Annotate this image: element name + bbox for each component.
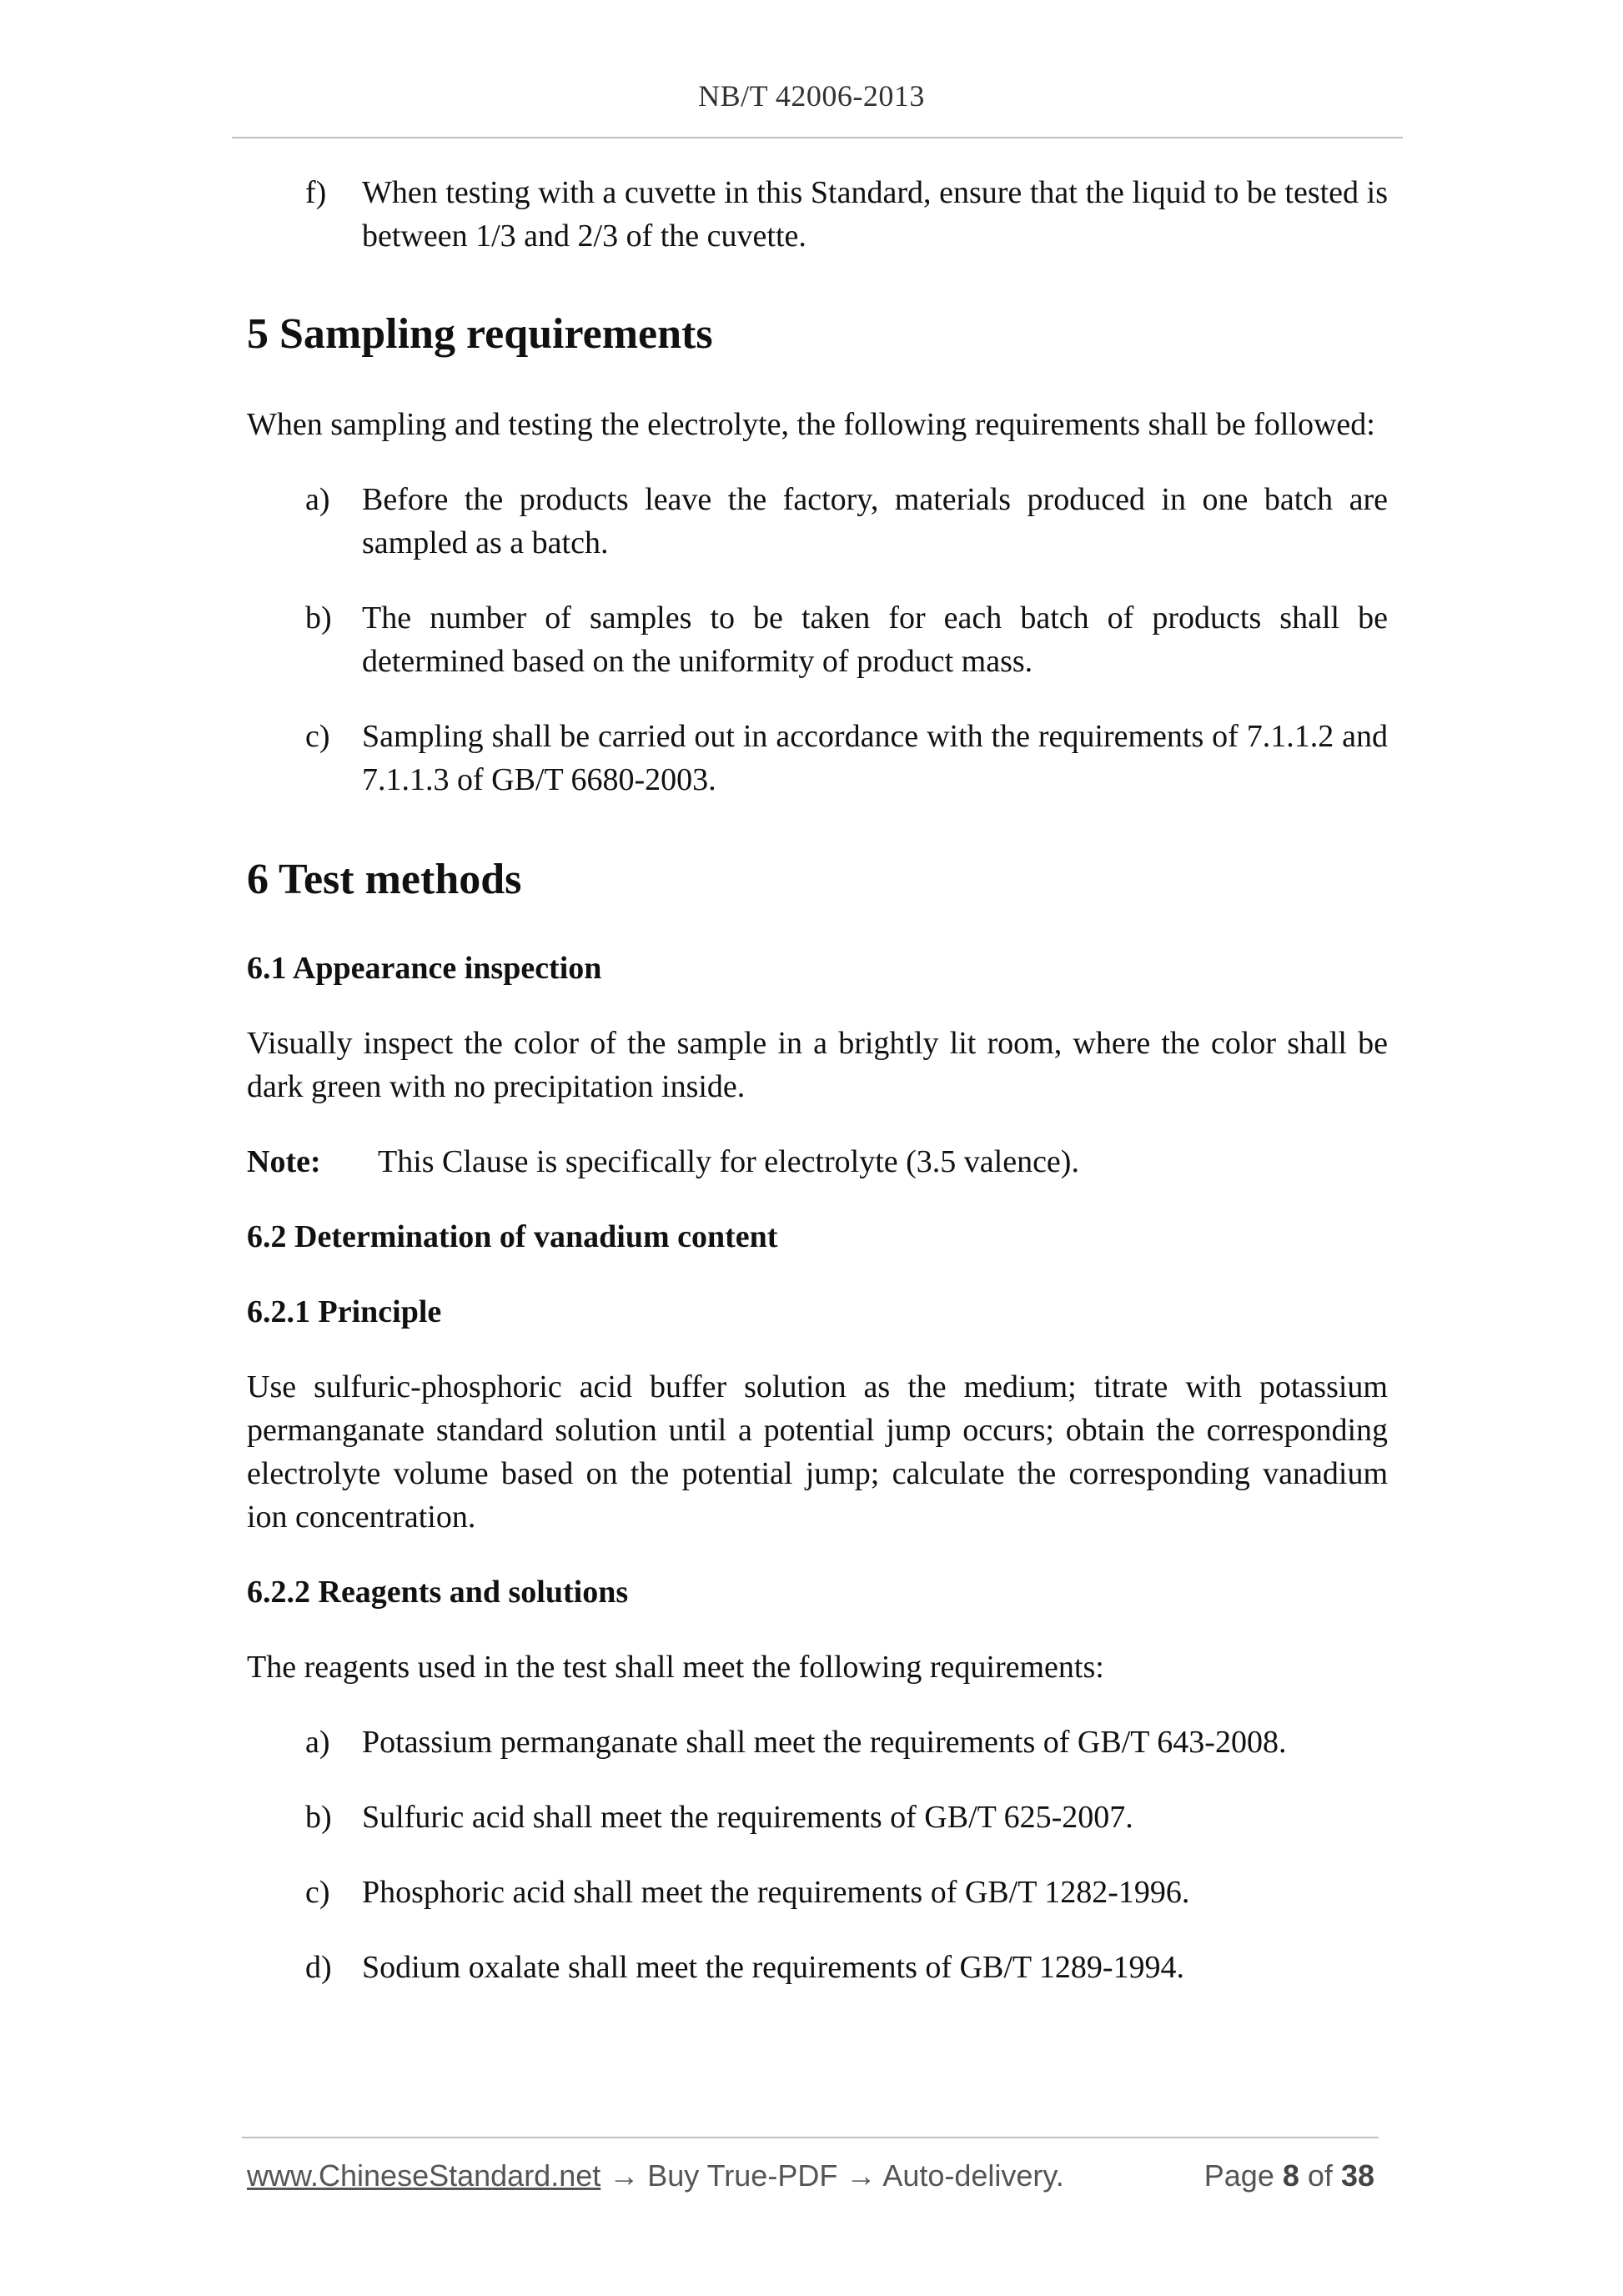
- list-item-5b: [305, 596, 1388, 683]
- list-marker: c): [305, 719, 330, 754]
- list-marker: c): [305, 1875, 330, 1910]
- list-marker: b): [305, 600, 332, 636]
- site-link[interactable]: www.ChineseStandard.net: [247, 2158, 601, 2193]
- note: [247, 1140, 1388, 1183]
- list-text: Sampling shall be carried out in accordance with the requirements of 7.1.1.2 and 7.1.1.3 of GB/T 6680-2003.: [362, 719, 1388, 797]
- page-counter: [1204, 2158, 1374, 2193]
- list-item-622a: [305, 1721, 1388, 1764]
- list-item-622d: [305, 1946, 1388, 1989]
- list-item-622b: [305, 1796, 1388, 1839]
- total-pages: 38: [1340, 2158, 1374, 2193]
- section-6-1-heading: 6.1 Appearance inspection: [247, 951, 602, 986]
- list-marker: a): [305, 482, 330, 517]
- section-6-2-1-text: Use sulfuric-phosphoric acid buffer solution as the medium; titrate with potassium permanganate standard solution until a potential jump occurs; obtain the corresponding electrolyte volume based on the potential jump; calculate the corresponding vanadium ion concentration.: [247, 1369, 1388, 1535]
- list-marker: d): [305, 1950, 332, 1985]
- list-item-5a: [305, 478, 1388, 565]
- section-6-2-2-heading: 6.2.2 Reagents and solutions: [247, 1575, 629, 1610]
- list-text: Before the products leave the factory, materials produced in one batch are sampled as a batch.: [362, 482, 1388, 560]
- of-label: of: [1307, 2158, 1333, 2193]
- section-5-heading: 5 Sampling requirements: [247, 310, 713, 358]
- section-6-heading: 6 Test methods: [247, 856, 522, 903]
- list-marker: b): [305, 1800, 332, 1835]
- list-item-622c: [305, 1871, 1388, 1914]
- document-id: NB/T 42006-2013: [698, 79, 925, 113]
- section-6-2-heading: 6.2 Determination of vanadium content: [247, 1219, 778, 1254]
- footer-divider: [242, 2137, 1379, 2138]
- footer-promo: [247, 2158, 1064, 2193]
- list-text: Sodium oxalate shall meet the requirements of GB/T 1289-1994.: [362, 1950, 1185, 1985]
- page-footer: [247, 2158, 1374, 2193]
- page-content: [247, 171, 1388, 1989]
- page-number: 8: [1282, 2158, 1299, 2193]
- section-6-1-text: Visually inspect the color of the sample in a brightly lit room, where the color shall be dark green with no precipitation inside.: [247, 1026, 1388, 1104]
- page-header: [0, 78, 1623, 113]
- page-label: Page: [1203, 2158, 1274, 2193]
- list-marker: a): [305, 1725, 330, 1760]
- section-5-intro: When sampling and testing the electrolyte, the following requirements shall be followed:: [247, 407, 1375, 442]
- list-text: Potassium permanganate shall meet the requirements of GB/T 643-2008.: [362, 1725, 1287, 1760]
- note-label: Note:: [247, 1144, 321, 1179]
- section-6-2-1-heading: 6.2.1 Principle: [247, 1294, 442, 1329]
- list-item-5c: [305, 715, 1388, 801]
- note-text: This Clause is specifically for electrolyte (3.5 valence).: [378, 1144, 1079, 1179]
- list-text: Phosphoric acid shall meet the requirements of GB/T 1282-1996.: [362, 1875, 1190, 1910]
- list-text: The number of samples to be taken for each batch of products shall be determined based on the uniformity of product mass.: [362, 600, 1388, 679]
- promo-text: → Buy True-PDF → Auto-delivery.: [600, 2158, 1064, 2193]
- section-6-2-2-intro: The reagents used in the test shall meet the following requirements:: [247, 1650, 1104, 1685]
- list-item-f: [305, 171, 1388, 258]
- list-marker: f): [305, 175, 327, 210]
- list-text: When testing with a cuvette in this Standard, ensure that the liquid to be tested is between 1/3 and 2/3 of the cuvette.: [362, 175, 1388, 254]
- header-divider: [232, 137, 1403, 138]
- list-text: Sulfuric acid shall meet the requirements of GB/T 625-2007.: [362, 1800, 1133, 1835]
